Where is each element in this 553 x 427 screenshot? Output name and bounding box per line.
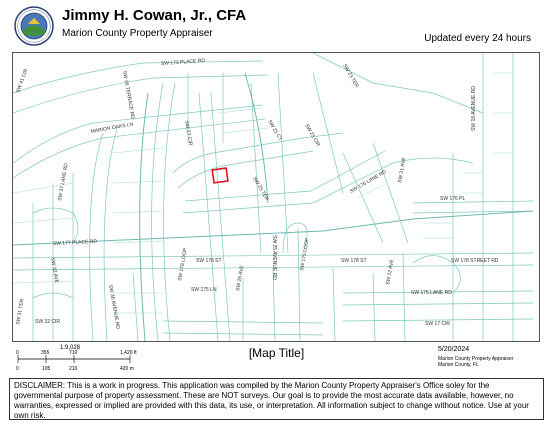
county-seal-icon — [14, 6, 54, 46]
appraiser-name: Jimmy H. Cowan, Jr., CFA — [62, 7, 247, 24]
parcel-map[interactable] — [12, 52, 540, 342]
scale-meter-label: 420 m — [120, 366, 134, 372]
street-label: SW 25 TER — [251, 176, 270, 202]
street-label: MARION OAKS LN — [90, 121, 134, 135]
street-label: SW 41 CIR — [15, 68, 30, 94]
street-label: SW 25 AVENUE RD — [271, 235, 277, 280]
street-label: SW 178 STREET RD — [451, 258, 499, 264]
update-notice: Updated every 24 hours — [424, 33, 531, 44]
street-label: SW 175 LANE RD — [411, 290, 452, 296]
scale-meter-label: 0 — [16, 366, 19, 372]
org-credit-line1: Marion County Property Appraiser — [438, 356, 514, 362]
street-label: SW 25 CIR — [303, 123, 321, 148]
selected-parcel-outline — [212, 168, 228, 183]
street-label: SW 27 CIR — [183, 120, 194, 146]
street-label: SW 178 ST — [196, 258, 222, 264]
street-label: SW 26 AVE — [235, 264, 246, 292]
street-label: SW 175 LOOP — [299, 237, 311, 272]
street-label: SW 178 ST — [341, 258, 367, 264]
street-label: SW 36 AVENUE RD — [107, 284, 121, 330]
street-label: SW 32 CIR — [35, 319, 61, 325]
street-label: SW 177 PLACE RD — [52, 238, 98, 247]
scale-meter-label: 210 — [69, 366, 78, 372]
street-label: SW 17 CIR — [425, 321, 451, 327]
street-label: SW 23 TER — [341, 63, 360, 89]
street-label: SW 176 PL — [440, 196, 466, 202]
street-label: SW 178 LOOP — [177, 247, 189, 282]
header — [0, 0, 553, 50]
street-label: SW 31 TER — [15, 298, 26, 326]
org-credit — [438, 356, 513, 368]
scale-feet-label: 710 — [69, 350, 78, 356]
street-label: SW 173 PLACE RD — [160, 57, 206, 67]
street-label: SW 18 AVENUE RD — [471, 86, 477, 131]
scale-meter-label: 105 — [42, 366, 51, 372]
street-labels — [15, 58, 499, 330]
disclaimer: DISCLAIMER: This is a work in progress. This application was compiled by the Marion County Property Appraiser's Office soley for the governmental purpose of property assessment. These are NOT surveys. Our goal is to provide the most accurate data available, however, no warranties, expressed or implied are provided with this data, its use, or interpretation. All information subject to change without notice. Use at your own risk. — [9, 378, 544, 420]
street-label: SW 33 AVE — [49, 257, 60, 284]
scale-feet-label: 355 — [41, 350, 50, 356]
scale-feet-label: 1,420 ft — [120, 350, 137, 356]
street-label: SW 37 LANE RD — [57, 162, 70, 202]
street-label: SW 22 AVE — [385, 258, 396, 286]
street-label: SW 176 LANE RD — [349, 169, 388, 195]
street-label: SW 26 TERRACE RD — [121, 70, 136, 120]
map-date: 5/20/2024 — [438, 346, 470, 353]
street-label: SW 175 LN — [191, 287, 217, 293]
org-credit-line2: Marion County, FL — [438, 362, 479, 368]
scale-feet-label: 0 — [16, 350, 19, 356]
map-title: [Map Title] — [248, 346, 305, 360]
office-subtitle: Marion County Property Appraiser — [62, 28, 213, 39]
street-label: SW 25 CT — [266, 119, 283, 142]
scale-ratio: 1:9,028 — [60, 345, 81, 351]
street-label: SW 21 AVE — [397, 156, 408, 184]
